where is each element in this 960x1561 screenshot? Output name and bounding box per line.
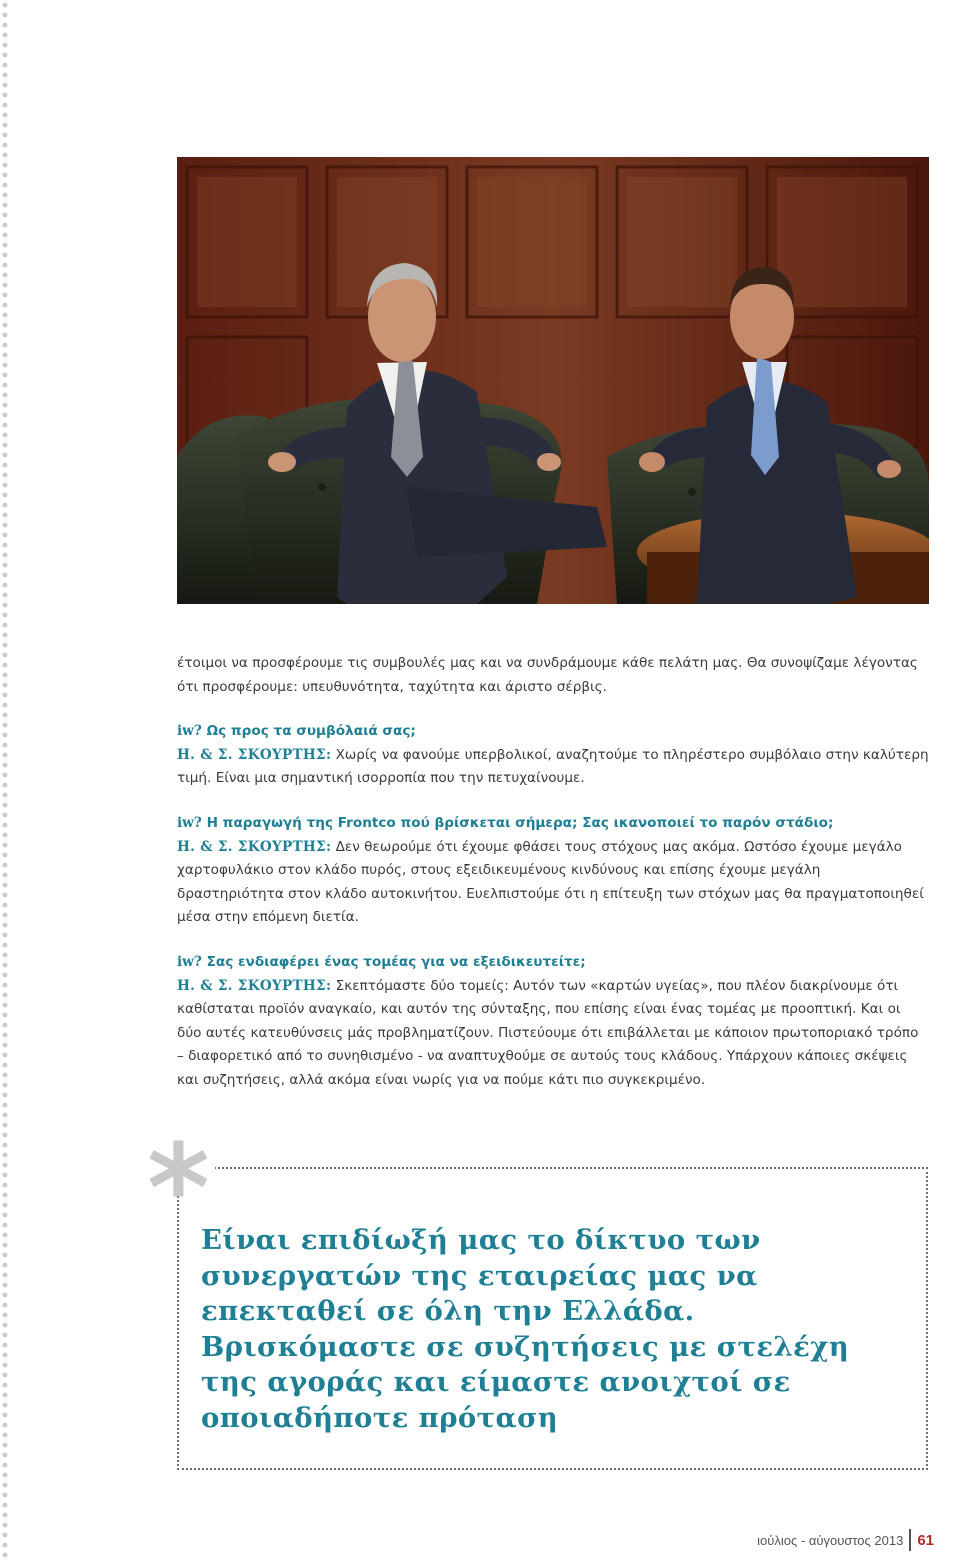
paragraph-intro: έτοιμοι να προσφέρουμε τις συμβουλές μας και να συνδράμουμε κάθε πελάτη μας. Θα συνοψίζαμε λέγοντας ότι προσφέρουμε: υπευθυνότητα, ταχύτητα και άριστο σέρβις. (177, 655, 918, 695)
question-3-text: Σας ενδιαφέρει ένας τομέας για να εξειδικευτείτε; (201, 953, 586, 970)
iw-prefix: iw? (177, 814, 202, 831)
answer-3-text: Σκεπτόμαστε δύο τομείς: Αυτόν των «καρτών υγείας», που πλέον διακρίνουμε ότι καθίσταται προϊόν αναγκαίο, και αυτόν της σύνταξης, που επίσης είναι ένας τομέας με προοπτική. Και οι δύο αυτές κατευθύνσεις μάς προβληματίζουν. Πιστεύουμε ότι επιβάλλεται με κάποιον πρωτοποριακό τρόπο – διαφορετικό από το συνηθισμένο - να αναπτυχθούμε σε αυτούς τους κλάδους. Υπάρχουν κάποιες σκέψεις και συζητήσεις, αλλά ακόμα είναι νωρίς για να πούμε κάτι πιο συγκεκριμένο. (177, 977, 919, 1088)
article-photo (177, 157, 929, 604)
question-2 (177, 812, 929, 836)
question-1-text: Ως προς τα συμβόλαιά σας; (201, 723, 416, 740)
pull-quote-text: Είναι επιδίωξή μας το δίκτυο των συνεργατών της εταιρείας μας να επεκταθεί σε όλη την Ελλάδα. Βρισκόμαστε σε συζητήσεις με στελέχη της αγοράς και είμαστε ανοιχτοί σε οποιαδήποτε πρόταση (201, 1224, 850, 1434)
answer-3 (177, 975, 929, 1093)
speaker-label: Η. & Σ. ΣΚΟΥΡΤΗΣ: (177, 977, 332, 994)
answer-1 (177, 744, 929, 791)
iw-prefix: iw? (177, 723, 202, 740)
question-1 (177, 720, 929, 744)
pull-quote-box (177, 1167, 928, 1470)
question-3-line (177, 954, 586, 970)
question-1-line (177, 723, 416, 739)
question-2-line (177, 815, 833, 831)
question-2-text: Η παραγωγή της Frontco πού βρίσκεται σήμερα; Σας ικανοποιεί το παρόν στάδιο; (201, 814, 834, 831)
iw-prefix: iw? (177, 953, 202, 970)
decorative-dot-border (0, 0, 10, 1561)
speaker-label: Η. & Σ. ΣΚΟΥΡΤΗΣ: (177, 838, 332, 855)
answer-2-text: Δεν θεωρούμε ότι έχουμε φθάσει τους στόχους μας ακόμα. Ωστόσο έχουμε μεγάλο χαρτοφυλάκιο στον κλάδο πυρός, στους εξειδικευμένους κινδύνους και επίσης έχουμε μεγάλη δραστηριότητα στον κλάδο αυτοκινήτου. Ευελπιστούμε ότι η επίτευξη των στόχων μας θα πραγματοποιηθεί μέσα στην επόμενη διετία. (177, 838, 924, 926)
footer-divider (909, 1529, 911, 1551)
speaker-label: Η. & Σ. ΣΚΟΥΡΤΗΣ: (177, 746, 332, 763)
page-number: 61 (917, 1531, 934, 1549)
page-footer (757, 1529, 934, 1551)
issue-date: ιούλιος - αύγουστος 2013 (757, 1532, 904, 1548)
question-3 (177, 951, 929, 975)
answer-2 (177, 836, 929, 930)
asterisk-icon: * (147, 1120, 210, 1259)
answer-1-text: Χωρίς να φανούμε υπερβολικοί, αναζητούμε το πληρέστερο συμβόλαιο στην καλύτερη τιμή. Είναι μια σημαντική ισορροπία που την πετυχαίνουμε. (177, 746, 929, 787)
article-body (177, 652, 929, 1093)
